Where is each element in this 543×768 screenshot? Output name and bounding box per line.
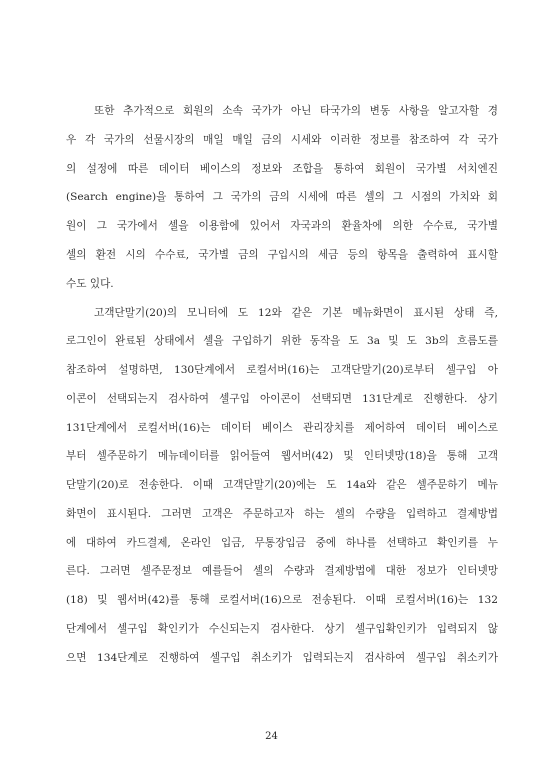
paragraph-2-line-10: 른다. 그러면 셀주문정보 예를들어 셀의 수량과 결제방법에 대한 정보가 인터넷망 <box>66 565 498 577</box>
paragraph-2-line-11: (18) 및 웹서버(42)를 통해 로컬서버(16)으로 전송된다. 이때 로컬서버(16)는 132 <box>66 594 498 606</box>
paragraph-2-line-12: 단계에서 셀구입 확인키가 수신되는지 검사한다. 상기 셀구입확인키가 입력되지 않 <box>66 623 498 635</box>
paragraph-2-line-3: 참조하여 설명하면, 130단계에서 로컬서버(16)는 고객단말기(20)로부터 셀구입 아 <box>66 364 498 376</box>
paragraph-2-line-13: 으면 134단계로 진행하여 셀구입 취소키가 입력되는지 검사하여 셀구입 취소키가 <box>66 652 498 664</box>
paragraph-2-line-6: 부터 셀주문하기 메뉴데이터를 읽어들여 웹서버(42) 및 인터넷망(18)을 통해 고객 <box>66 450 498 462</box>
paragraph-2-line-9: 에 대하여 카드결제, 온라인 입금, 무통장입금 중에 하나를 선택하고 확인키를 누 <box>66 537 498 549</box>
paragraph-1-line-3: 의 설정에 따른 데이터 베이스의 정보와 조합을 통하여 회원이 국가별 서치엔진 <box>66 163 498 175</box>
paragraph-1-line-6: 셀의 환전 시의 수수료, 국가별 금의 구입시의 세금 등의 항목을 출력하여 표시할 <box>66 249 498 261</box>
paragraph-1-line-5: 원이 그 국가에서 셀을 이용함에 있어서 자국과의 환율차에 의한 수수료, 국가별 <box>66 220 498 232</box>
paragraph-1-line-1: 또한 추가적으로 회원의 소속 국가가 아닌 타국가의 변동 사항을 알고자할 경 <box>94 105 498 117</box>
paragraph-2-line-2: 로그인이 완료된 상태에서 셀을 구입하기 위한 동작을 도 3a 및 도 3b의 흐름도를 <box>66 335 498 347</box>
paragraph-1-line-7: 수도 있다. <box>66 278 114 290</box>
paragraph-2-line-4: 이콘이 선택되는지 검사하여 셀구입 아이콘이 선택되면 131단계로 진행한다. 상기 <box>66 393 498 405</box>
paragraph-1-line-2: 우 각 국가의 선물시장의 매일 매일 금의 시세와 이러한 정보를 참조하여 각 국가 <box>66 134 498 146</box>
paragraph-2-line-1: 고객단말기(20)의 모니터에 도 12와 같은 기본 메뉴화면이 표시된 상태 즉, <box>94 307 498 319</box>
page-number: 24 <box>265 731 278 742</box>
paragraph-1-line-4: (Search engine)을 통하여 그 국가의 금의 시세에 따른 셀의 그 시점의 가치와 회 <box>66 191 498 203</box>
paragraph-2-line-8: 화면이 표시된다. 그러면 고객은 주문하고자 하는 셀의 수량을 입력하고 결제방법 <box>66 508 498 520</box>
paragraph-2-line-7: 단말기(20)로 전송한다. 이때 고객단말기(20)에는 도 14a와 같은 셀주문하기 메뉴 <box>66 479 498 491</box>
paragraph-2-line-5: 131단계에서 로컬서버(16)는 데이터 베이스 관리장치를 제어하여 데이터 베이스로 <box>66 422 498 434</box>
